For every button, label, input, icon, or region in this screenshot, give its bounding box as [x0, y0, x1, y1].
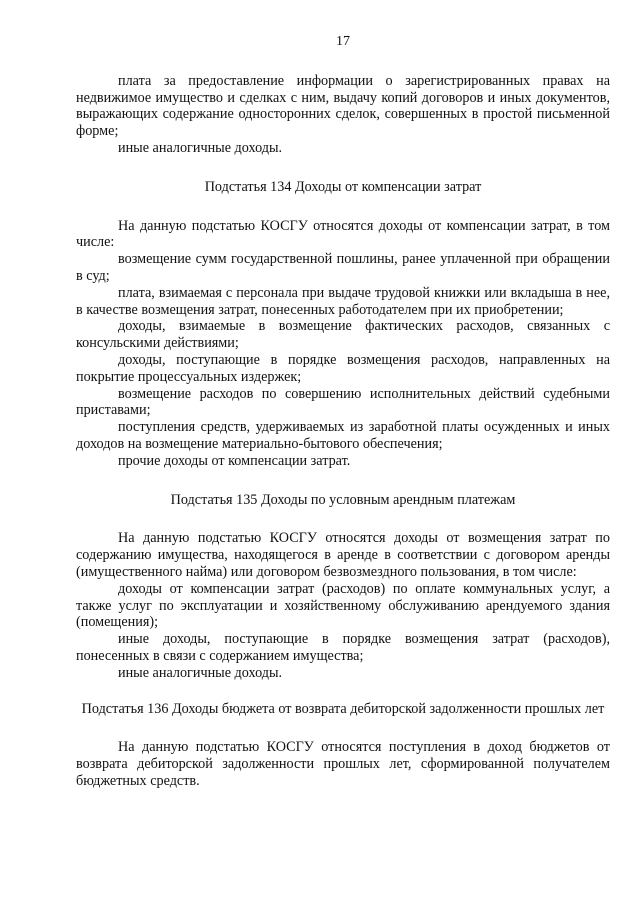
section-intro: На данную подстатью КОСГУ относятся доходы от возмещения затрат по содержанию имущества, находящегося в аренде в соответствии с договором аренды (имущественного найма) или договором безвозмездного пользования, в том числе: [76, 530, 610, 580]
list-item: иные аналогичные доходы. [118, 664, 283, 681]
section-intro: На данную подстатью КОСГУ относятся поступления в доход бюджетов от возврата дебиторской задолженности прошлых лет, сформированной получателем бюджетных средств. [76, 739, 610, 789]
list-item: возмещение расходов по совершению исполнительных действий судебными приставами; [76, 385, 610, 419]
section-heading: Подстатья 136 Доходы бюджета от возврата дебиторской задолженности прошлых лет [81, 700, 605, 717]
list-item: доходы, поступающие в порядке возмещения расходов, направленных на покрытие процессуальных издержек; [76, 351, 610, 385]
list-item: возмещение сумм государственной пошлины, ранее уплаченной при обращении в суд; [76, 251, 610, 284]
section-heading: Подстатья 134 Доходы от компенсации затрат [204, 178, 482, 195]
list-item: поступления средств, удерживаемых из заработной платы осужденных и иных доходов на возмещение материально-бытового обеспечения; [76, 419, 610, 452]
paragraph: плата за предоставление информации о зарегистрированных правах на недвижимое имущество и сделках с ним, выдачу копий договоров и иных документов, выражающих содержание односторонних сделок, совершенных в простой письменной форме; [76, 72, 610, 140]
paragraph: иные аналогичные доходы. [118, 139, 283, 156]
list-item: прочие доходы от компенсации затрат. [118, 452, 351, 469]
section-intro: На данную подстатью КОСГУ относятся доходы от компенсации затрат, в том числе: [76, 217, 610, 251]
list-item: плата, взимаемая с персонала при выдаче трудовой книжки или вкладыша в нее, в качестве возмещения затрат, понесенных работодателем при их приобретении; [76, 284, 610, 318]
list-item: доходы, взимаемые в возмещение фактических расходов, связанных с консульскими действиями; [76, 318, 610, 352]
page-number: 17 [336, 34, 350, 49]
list-item: иные доходы, поступающие в порядке возмещения затрат (расходов), понесенных в связи с содержанием имущества; [76, 631, 610, 664]
section-heading: Подстатья 135 Доходы по условным арендным платежам [170, 491, 516, 508]
list-item: доходы от компенсации затрат (расходов) по оплате коммунальных услуг, а также услуг по эксплуатации и хозяйственному обслуживанию арендуемого здания (помещения); [76, 580, 610, 631]
